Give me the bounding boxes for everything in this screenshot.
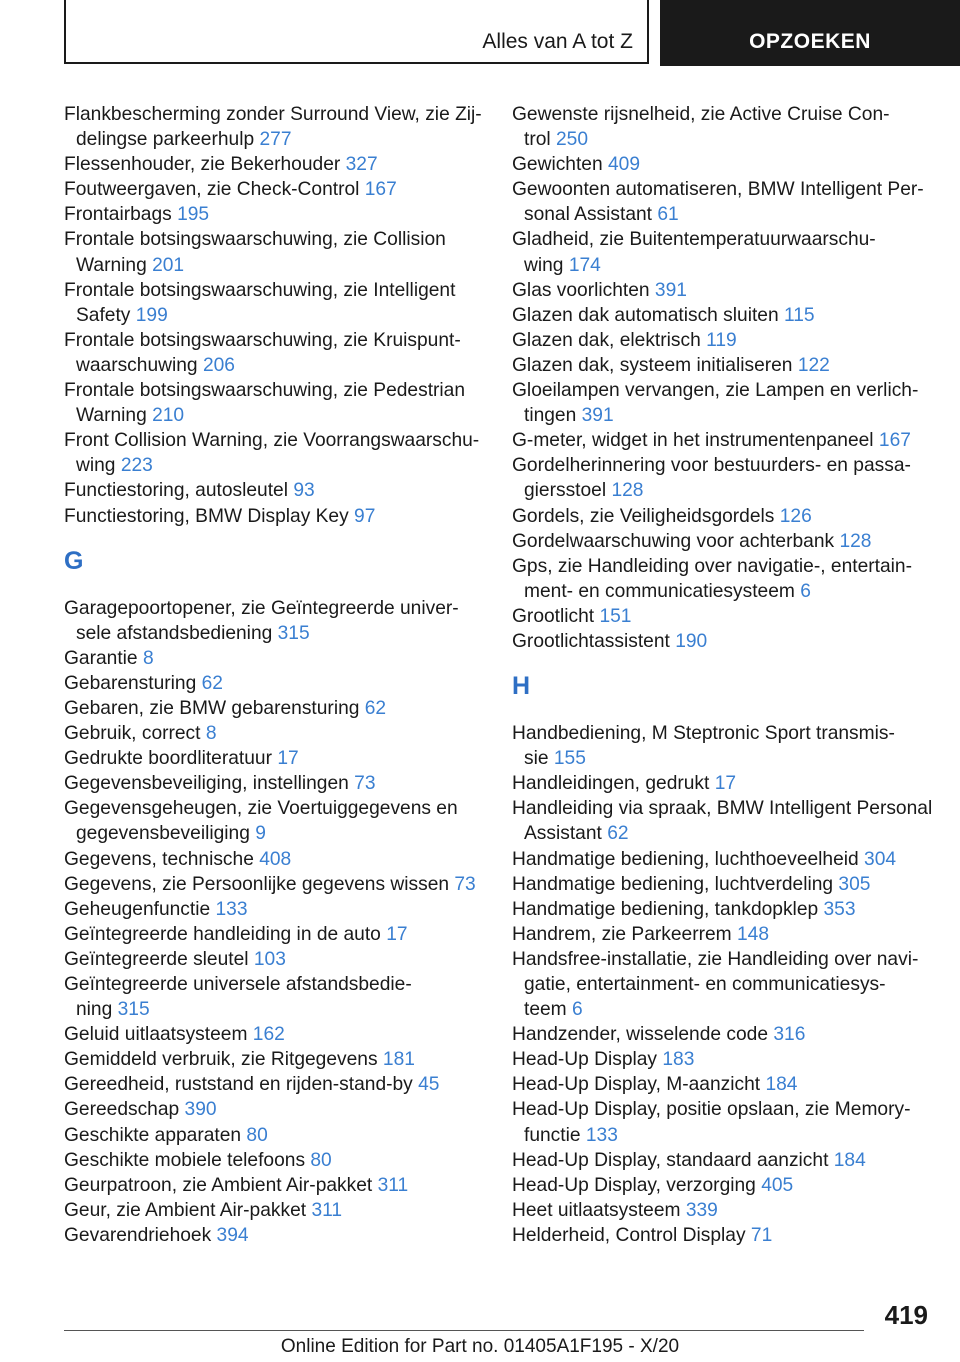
index-entry-text: Frontairbags bbox=[64, 204, 172, 226]
page-link[interactable]: 390 bbox=[184, 1099, 217, 1121]
index-entry-text: Geïntegreerde handleiding in de auto bbox=[64, 923, 381, 945]
page-link[interactable]: 97 bbox=[354, 505, 376, 527]
index-entry bbox=[64, 177, 504, 202]
index-entry bbox=[64, 796, 504, 846]
index-entry-text: G-meter, widget in het instrumentenpaneel bbox=[512, 430, 874, 452]
index-entry-text: Flessenhouder, zie Bekerhouder bbox=[64, 154, 341, 176]
index-entry-text: Handbediening, M Steptronic Sport transmis- bbox=[512, 723, 895, 745]
index-entry-text: Gordels, zie Veiligheidsgordels bbox=[512, 505, 775, 527]
index-entry bbox=[64, 696, 504, 721]
index-entry-text: Warning bbox=[76, 254, 147, 276]
index-entry bbox=[512, 378, 942, 428]
index-entry bbox=[512, 847, 942, 872]
index-entry-text: Functiestoring, BMW Display Key bbox=[64, 505, 349, 527]
page-link[interactable]: 6 bbox=[572, 999, 583, 1021]
index-entry-text: Gemiddeld verbruik, zie Ritgegevens bbox=[64, 1049, 378, 1071]
index-entry-text: Gevarendriehoek bbox=[64, 1224, 212, 1246]
page-link[interactable]: 405 bbox=[761, 1174, 794, 1196]
index-column-right bbox=[512, 102, 942, 1248]
index-entry bbox=[64, 947, 504, 972]
page-link[interactable]: 223 bbox=[120, 455, 153, 477]
page-link[interactable]: 126 bbox=[779, 505, 812, 527]
index-letter-heading: H bbox=[512, 672, 531, 701]
index-entry-text: Frontale botsingswaarschuwing, zie Collision bbox=[64, 229, 446, 251]
index-entry-text: Geschikte mobiele telefoons bbox=[64, 1149, 306, 1171]
index-entry-text: Functiestoring, autosleutel bbox=[64, 480, 288, 502]
index-entry bbox=[512, 721, 942, 771]
page-link[interactable]: 73 bbox=[454, 873, 476, 895]
index-entry-text: Gps, zie Handleiding over navigatie-, entertain- bbox=[512, 555, 912, 577]
index-entry-text: ment- en communicatiesysteem bbox=[524, 580, 795, 602]
index-entry bbox=[512, 227, 942, 277]
page-link[interactable]: 9 bbox=[255, 823, 266, 845]
index-entry bbox=[512, 428, 942, 453]
index-entry-text: gatie, entertainment- en communicatiesys- bbox=[524, 974, 886, 995]
page-link[interactable]: 199 bbox=[135, 304, 168, 326]
index-entry-text: Garantie bbox=[64, 647, 138, 669]
index-entry-text: Frontale botsingswaarschuwing, zie Kruispunt- bbox=[64, 329, 461, 351]
index-entry-text: Glazen dak, systeem initialiseren bbox=[512, 354, 793, 376]
page-link[interactable]: 201 bbox=[152, 254, 185, 276]
index-entry-text: Gladheid, zie Buitentemperatuurwaarschu- bbox=[512, 229, 876, 251]
index-entry bbox=[512, 1097, 942, 1147]
index-entry bbox=[512, 278, 942, 303]
index-entry-text: Handsfree-installatie, zie Handleiding over navi- bbox=[512, 948, 919, 970]
index-entry bbox=[512, 328, 942, 353]
page-link[interactable]: 80 bbox=[246, 1124, 268, 1146]
index-entry-text: Helderheid, Control Display bbox=[512, 1224, 746, 1246]
page-link[interactable]: 93 bbox=[293, 480, 315, 502]
index-entry bbox=[512, 1072, 942, 1097]
index-entry bbox=[64, 771, 504, 796]
index-entry bbox=[64, 102, 504, 152]
index-entry bbox=[64, 721, 504, 746]
index-entry-text: Gebaren, zie BMW gebarensturing bbox=[64, 697, 360, 719]
page-link[interactable]: 133 bbox=[215, 898, 248, 920]
page-link[interactable]: 184 bbox=[833, 1149, 866, 1171]
index-entry-text: Warning bbox=[76, 405, 147, 427]
page-link[interactable]: 311 bbox=[311, 1199, 343, 1221]
index-entry-text: Glazen dak automatisch sluiten bbox=[512, 304, 779, 326]
page-link[interactable]: 167 bbox=[878, 430, 911, 452]
index-entry bbox=[512, 353, 942, 378]
index-entry bbox=[64, 671, 504, 696]
page-link[interactable]: 45 bbox=[418, 1074, 440, 1096]
index-entry-text: Garagepoortopener, zie Geïntegreerde univer- bbox=[64, 597, 459, 619]
search-tab[interactable] bbox=[660, 0, 960, 66]
page-link[interactable]: 277 bbox=[259, 129, 292, 151]
index-entry bbox=[512, 947, 942, 1022]
index-entry bbox=[512, 771, 942, 796]
index-entry bbox=[512, 796, 942, 846]
index-entry bbox=[64, 478, 504, 503]
index-entry-text: Gordelwaarschuwing voor achterbank bbox=[512, 530, 835, 552]
page-link[interactable]: 195 bbox=[177, 204, 210, 226]
page-link[interactable]: 315 bbox=[277, 622, 310, 644]
index-entry bbox=[512, 453, 942, 503]
page-link[interactable]: 250 bbox=[556, 129, 589, 151]
index-entry-text: Gewichten bbox=[512, 154, 603, 176]
page-link[interactable]: 103 bbox=[253, 948, 286, 970]
page-link[interactable]: 61 bbox=[657, 204, 679, 226]
index-entry bbox=[64, 1173, 504, 1198]
index-entry-text: Gebruik, correct bbox=[64, 723, 201, 745]
index-entry-text: gegevensbeveiliging bbox=[76, 823, 250, 845]
index-entry-text: functie bbox=[524, 1124, 581, 1146]
index-entry-text: Gereedheid, ruststand en rijden-stand-by bbox=[64, 1074, 413, 1096]
index-entry-text: delingse parkeerhulp bbox=[76, 129, 255, 151]
index-entry-text: Grootlicht bbox=[512, 605, 595, 627]
index-entry-text: Flankbescherming zonder Surround View, zie Zij- bbox=[64, 104, 482, 125]
page-link[interactable]: 391 bbox=[581, 405, 614, 427]
index-entry bbox=[512, 303, 942, 328]
index-entry bbox=[64, 1198, 504, 1223]
index-entry bbox=[64, 922, 504, 947]
index-entry bbox=[64, 872, 504, 897]
index-entry-text: Gloeilampen vervangen, zie Lampen en verlich- bbox=[512, 380, 919, 402]
page-link[interactable]: 206 bbox=[202, 354, 235, 376]
index-entry-text: Geschikte apparaten bbox=[64, 1124, 242, 1146]
index-entry-text: Front Collision Warning, zie Voorrangswaarschu- bbox=[64, 430, 480, 452]
index-entry bbox=[512, 554, 942, 604]
page-link[interactable]: 183 bbox=[662, 1049, 695, 1071]
page-link[interactable]: 62 bbox=[607, 823, 629, 845]
edition-text: Online Edition for Part no. 01405A1F195 - X/20 bbox=[280, 1336, 680, 1357]
index-entry-text: Handleidingen, gedrukt bbox=[512, 773, 710, 795]
index-entry-text: Gegevensbeveiliging, instellingen bbox=[64, 773, 349, 795]
index-entry-text: Gegevens, technische bbox=[64, 848, 254, 870]
index-entry bbox=[512, 1198, 942, 1223]
index-entry bbox=[64, 897, 504, 922]
index-entry-text: Handrem, zie Parkeerrem bbox=[512, 923, 732, 945]
index-entry bbox=[512, 922, 942, 947]
index-entry bbox=[64, 1123, 504, 1148]
index-entry bbox=[64, 1097, 504, 1122]
index-entry-text: tingen bbox=[524, 405, 577, 427]
index-entry bbox=[512, 1223, 942, 1248]
index-entry-text: Head-Up Display, standaard aanzicht bbox=[512, 1149, 829, 1171]
index-entry bbox=[64, 972, 504, 1022]
index-entry bbox=[64, 328, 504, 378]
index-entry-text: sie bbox=[524, 748, 549, 770]
index-entry-text: trol bbox=[524, 129, 551, 151]
page-link[interactable]: 8 bbox=[142, 647, 154, 669]
index-entry bbox=[512, 1022, 942, 1047]
index-entry-text: Geluid uitlaatsysteem bbox=[64, 1024, 248, 1046]
index-entry bbox=[64, 428, 504, 478]
page-link[interactable]: 311 bbox=[377, 1174, 409, 1196]
index-entry-text: Head-Up Display bbox=[512, 1049, 658, 1071]
page-link[interactable]: 122 bbox=[797, 354, 830, 376]
page-link[interactable]: 17 bbox=[386, 923, 408, 945]
index-entry-text: Grootlichtassistent bbox=[512, 630, 670, 652]
index-entry-text: Handmatige bediening, tankdopklep bbox=[512, 898, 819, 920]
index-entry bbox=[64, 1223, 504, 1248]
index-entry-text: Frontale botsingswaarschuwing, zie Pedestrian bbox=[64, 380, 466, 402]
index-entry-text: Head-Up Display, M-aanzicht bbox=[512, 1074, 761, 1096]
page-link[interactable]: 162 bbox=[252, 1024, 285, 1046]
index-entry-text: Gegevens, zie Persoonlijke gegevens wissen bbox=[64, 873, 450, 895]
page-link[interactable]: 391 bbox=[654, 279, 687, 301]
page-link[interactable]: 316 bbox=[773, 1024, 806, 1046]
index-entry bbox=[512, 604, 942, 629]
page-link[interactable]: 339 bbox=[685, 1199, 718, 1221]
section-tab-label: Alles van A tot Z bbox=[482, 30, 633, 53]
index-entry-text: Geurpatroon, zie Ambient Air-pakket bbox=[64, 1174, 373, 1196]
index-entry-text: Head-Up Display, positie opslaan, zie Memory- bbox=[512, 1099, 911, 1121]
index-entry bbox=[64, 152, 504, 177]
index-entry bbox=[512, 177, 942, 227]
index-entry bbox=[512, 152, 942, 177]
index-entry bbox=[512, 504, 942, 529]
page-link[interactable]: 305 bbox=[838, 873, 871, 895]
page-link[interactable]: 327 bbox=[345, 154, 378, 176]
index-entry-text: ning bbox=[76, 999, 113, 1021]
page-link[interactable]: 119 bbox=[706, 329, 737, 351]
page-link[interactable]: 128 bbox=[611, 480, 644, 502]
index-entry-text: Heet uitlaatsysteem bbox=[512, 1199, 681, 1221]
page-link[interactable]: 353 bbox=[823, 898, 856, 920]
index-entry-text: Safety bbox=[76, 304, 131, 326]
index-entry-text: Gordelherinnering voor bestuurders- en passa- bbox=[512, 455, 911, 477]
page-link[interactable]: 6 bbox=[800, 580, 811, 602]
index-entry bbox=[512, 1047, 942, 1072]
index-entry-text: Gebarensturing bbox=[64, 672, 197, 694]
index-entry bbox=[64, 1047, 504, 1072]
page-number: 419 bbox=[884, 1300, 928, 1330]
page-link[interactable]: 304 bbox=[864, 848, 897, 870]
index-entry bbox=[512, 1148, 942, 1173]
index-entry-text: Geïntegreerde universele afstandsbedie- bbox=[64, 974, 412, 995]
page-link[interactable]: 62 bbox=[364, 697, 387, 719]
index-column-left bbox=[64, 102, 504, 1248]
index-entry bbox=[64, 596, 504, 646]
page-link[interactable]: 394 bbox=[216, 1224, 249, 1246]
index-entry bbox=[64, 646, 504, 671]
index-entry-text: giersstoel bbox=[524, 480, 607, 502]
search-tab-label: OPZOEKEN bbox=[749, 30, 871, 53]
index-entry bbox=[64, 746, 504, 771]
index-entry bbox=[64, 504, 504, 529]
index-entry-text: Handmatige bediening, luchthoeveelheid bbox=[512, 848, 859, 870]
index-entry bbox=[64, 1022, 504, 1047]
index-entry bbox=[512, 1173, 942, 1198]
index-entry bbox=[64, 202, 504, 227]
index-entry bbox=[64, 378, 504, 428]
index-entry bbox=[512, 897, 942, 922]
index-entry-text: Handmatige bediening, luchtverdeling bbox=[512, 873, 834, 895]
page-link[interactable]: 71 bbox=[750, 1224, 773, 1246]
page-link[interactable]: 408 bbox=[259, 848, 292, 870]
index-entry-text: Gereedschap bbox=[64, 1099, 180, 1121]
page-link[interactable]: 155 bbox=[553, 748, 586, 770]
index-entry-text: wing bbox=[524, 254, 564, 276]
page-link[interactable]: 190 bbox=[675, 630, 708, 652]
index-entry-text: Assistant bbox=[524, 823, 602, 845]
page-header bbox=[0, 0, 960, 66]
page-link[interactable]: 181 bbox=[382, 1049, 415, 1071]
index-entry bbox=[512, 102, 942, 152]
index-entry-text: Geïntegreerde sleutel bbox=[64, 948, 249, 970]
index-entry-text: teem bbox=[524, 999, 567, 1021]
page-link[interactable]: 80 bbox=[310, 1149, 332, 1171]
index-entry-text: Glas voorlichten bbox=[512, 279, 650, 301]
index-entry-text: Handzender, wisselende code bbox=[512, 1024, 769, 1046]
index-entry bbox=[512, 629, 942, 654]
page-link[interactable]: 115 bbox=[783, 304, 815, 326]
index-entry bbox=[512, 529, 942, 554]
index-entry-text: sonal Assistant bbox=[524, 204, 652, 226]
index-entry-text: Gewoonten automatiseren, BMW Intelligent Per- bbox=[512, 179, 924, 201]
index-letter-heading: G bbox=[64, 546, 84, 575]
edition-footer bbox=[0, 1336, 960, 1358]
section-tab[interactable] bbox=[64, 0, 649, 64]
page-link[interactable]: 128 bbox=[839, 530, 872, 552]
index-entry-text: Geheugenfunctie bbox=[64, 898, 211, 920]
index-entry-text: Handleiding via spraak, BMW Intelligent Personal bbox=[512, 798, 933, 820]
page-link[interactable]: 17 bbox=[714, 773, 737, 795]
index-entry bbox=[64, 847, 504, 872]
index-entry-text: Gedrukte boordliteratuur bbox=[64, 748, 272, 770]
index-entry bbox=[64, 278, 504, 328]
page-link[interactable]: 315 bbox=[117, 999, 150, 1021]
index-entry-text: Head-Up Display, verzorging bbox=[512, 1174, 756, 1196]
page-link[interactable]: 151 bbox=[599, 605, 632, 627]
page-link[interactable]: 62 bbox=[201, 672, 223, 694]
index-entry bbox=[64, 1148, 504, 1173]
page-link[interactable]: 184 bbox=[765, 1074, 798, 1096]
index-entry bbox=[64, 227, 504, 277]
index-entry-text: waarschuwing bbox=[76, 354, 198, 376]
index-entry-text: Foutweergaven, zie Check-Control bbox=[64, 179, 360, 201]
page-link[interactable]: 167 bbox=[364, 179, 397, 201]
index-entry-text: Geur, zie Ambient Air-pakket bbox=[64, 1199, 307, 1221]
index-entry-text: wing bbox=[76, 455, 116, 477]
index-entry bbox=[64, 1072, 504, 1097]
index-entry bbox=[512, 872, 942, 897]
footer-divider bbox=[64, 1330, 864, 1331]
page-link[interactable]: 174 bbox=[568, 254, 601, 276]
index-entry-text: Frontale botsingswaarschuwing, zie Intelligent bbox=[64, 279, 456, 301]
page-link[interactable]: 409 bbox=[608, 154, 641, 176]
index-entry-text: Gewenste rijsnelheid, zie Active Cruise Con- bbox=[512, 104, 890, 125]
page-link[interactable]: 17 bbox=[277, 748, 299, 770]
index-entry-text: Glazen dak, elektrisch bbox=[512, 329, 701, 351]
index-entry-text: sele afstandsbediening bbox=[76, 622, 273, 644]
page-link[interactable]: 133 bbox=[585, 1124, 618, 1146]
page-link[interactable]: 210 bbox=[152, 405, 185, 427]
page-link[interactable]: 73 bbox=[354, 773, 376, 795]
index-entry-text: Gegevensgeheugen, zie Voertuiggegevens en bbox=[64, 798, 458, 820]
page-link[interactable]: 8 bbox=[205, 723, 217, 745]
page-link[interactable]: 148 bbox=[737, 923, 770, 945]
